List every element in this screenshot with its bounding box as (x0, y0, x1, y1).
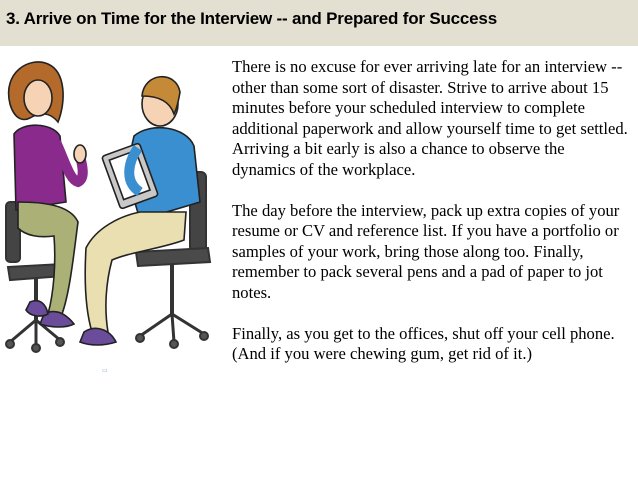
slide-title: 3. Arrive on Time for the Interview -- and Prepared for Success (6, 9, 497, 28)
paragraph-2: The day before the interview, pack up extra copies of your resume or CV and reference list. If you have a portfolio or samples of your work, bring those along too. Finally, remember to pack several pens and a pad of paper to jot notes. (232, 200, 620, 302)
paragraph-3: Finally, as you get to the offices, shut off your cell phone. (And if you were chewing gum, get rid of it.) (232, 323, 615, 364)
woman-figure (9, 62, 86, 327)
body-text (232, 57, 632, 385)
small-mark-icon: ▭ (102, 367, 108, 374)
paragraph-1: There is no excuse for ever arriving late for an interview -- other than some sort of disaster. Strive to arrive about 15 minutes before your scheduled interview to complete additional paperwork and allow yourself time to get settled. Arriving a bit early is also a chance to observe the dynamics of the workplace. (232, 57, 628, 179)
man-figure (80, 77, 200, 345)
interview-illustration (0, 52, 225, 382)
title-bar (0, 0, 638, 46)
